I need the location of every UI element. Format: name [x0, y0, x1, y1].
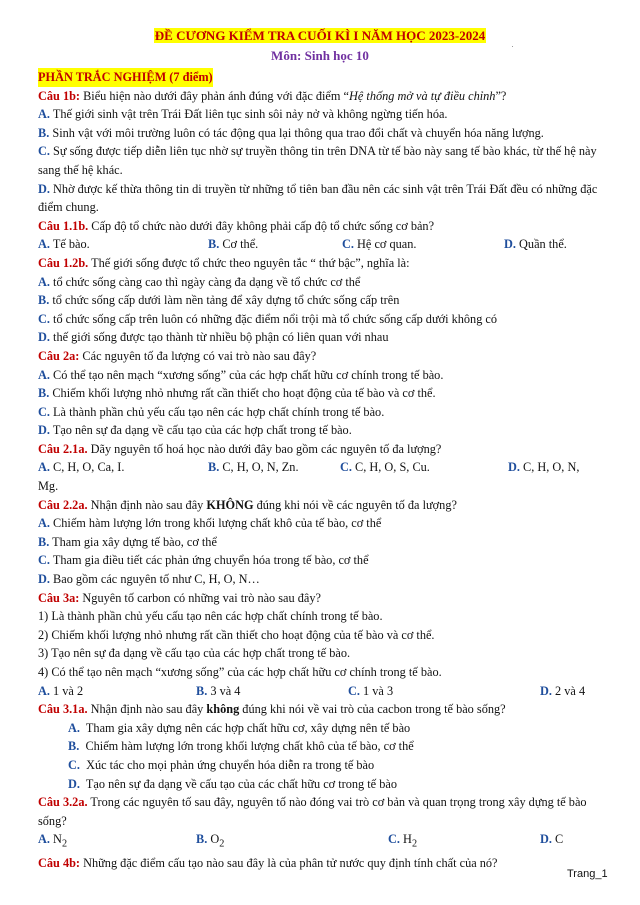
option-d: D. C	[540, 832, 564, 847]
exam-content	[38, 68, 610, 873]
options-row	[38, 458, 610, 477]
option-d: D. Tạo nên sự đa dạng về cấu tạo của các hợp chất trong tế bào.	[38, 423, 352, 438]
option-a: A. C, H, O, Ca, I.	[38, 460, 125, 475]
option-d: D. thế giới sống được tạo thành từ nhiều bộ phận có liên quan với nhau	[38, 330, 389, 345]
option-a: A. Thế giới sinh vật trên Trái Đất liên tục sinh sôi nảy nở và không ngừng tiến hóa.	[38, 107, 448, 122]
subject-line: Môn: Sinh học 10	[271, 48, 369, 63]
section-heading: PHẦN TRẮC NGHIỆM (7 điểm)	[38, 68, 213, 87]
option-a: A. Chiếm hàm lượng lớn trong khối lượng chất khô của tế bào, cơ thể	[38, 516, 382, 531]
question-10: Câu 4b: Những đặc điểm cấu tạo nào sau đây là của phân tử nước quy định tính chất của nó?	[38, 856, 498, 871]
question-4: Câu 2a: Các nguyên tố đa lượng có vai trò nào sau đây?	[38, 348, 317, 363]
option-b: B. Cơ thể.	[208, 237, 259, 252]
option-d: D. C, H, O, N,	[508, 460, 580, 475]
option-a: A. Tế bào.	[38, 237, 90, 252]
option-c: C. 1 và 3	[348, 683, 394, 698]
option-d: D. 2 và 4	[540, 683, 586, 698]
option-a: A. Tham gia xây dựng nên các hợp chất hữu cơ, xây dựng nên tế bào	[68, 720, 411, 735]
stray-mark	[512, 46, 513, 47]
option-c: C. Hệ cơ quan.	[342, 237, 417, 252]
question-9: Câu 3.2a. Trong các nguyên tố sau đây, nguyên tố nào đóng vai trò cơ bản và quan trọng trong xây dựng tế bào sống?	[38, 795, 587, 828]
question-7: Câu 3a: Nguyên tố carbon có những vai trò nào sau đây?	[38, 590, 321, 605]
question-1: Câu 1b: Biểu hiện nào dưới đây phản ánh đúng với đặc điểm “Hệ thống mở và tự điều chỉnh”?	[38, 88, 507, 103]
question-2: Câu 1.1b. Cấp độ tổ chức nào dưới đây không phải cấp độ tổ chức sống cơ bản?	[38, 218, 435, 233]
option-d: D. Quần thể.	[504, 237, 567, 252]
option-c: C. Xúc tác cho mọi phản ứng chuyển hóa diễn ra trong tế bào	[68, 757, 375, 772]
option-b: B. Tham gia xây dựng tế bào, cơ thể	[38, 534, 217, 549]
option-c: C. Tham gia điều tiết các phản ứng chuyển hóa trong tế bào, cơ thể	[38, 553, 369, 568]
question-3: Câu 1.2b. Thế giới sống được tổ chức theo nguyên tắc “ thứ bậc”, nghĩa là:	[38, 255, 410, 270]
option-b: B. Chiếm hàm lượng lớn trong khối lượng chất khô của tế bào, cơ thể	[68, 739, 414, 754]
document-title: ĐỀ CƯƠNG KIỂM TRA CUỐI KÌ I NĂM HỌC 2023-2024	[154, 28, 486, 43]
option-a: A. tổ chức sống càng cao thì ngày càng đa dạng về tổ chức cơ thể	[38, 274, 361, 289]
option-b: B. 3 và 4	[196, 683, 241, 698]
option-c: C. C, H, O, S, Cu.	[340, 460, 430, 475]
question-8: Câu 3.1a. Nhận định nào sau đây không đúng khi nói về vai trò của cacbon trong tế bào sống?	[38, 702, 506, 717]
option-b: B. $O_2$	[196, 832, 225, 850]
options-row	[38, 830, 610, 854]
option-c: C. Sự sống được tiếp diễn liên tục nhờ sự truyền thông tin trên DNA từ tế bào này sang tế bào khác, từ thế hệ này sang thế hệ khác.	[38, 144, 597, 177]
page-number: Trang_1	[567, 868, 608, 880]
option-a: A. Có thể tạo nên mạch “xương sống” của các hợp chất hữu cơ chính trong tế bào.	[38, 367, 444, 382]
option-c: C. tổ chức sống cấp trên luôn có những đặc điểm nổi trội mà tổ chức sống cấp dưới không có	[38, 311, 498, 326]
option-b: B. Sinh vật với môi trường luôn có tác động qua lại thông qua trao đổi chất và chuyển hóa năng lượng.	[38, 125, 544, 140]
option-d: D. Bao gồm các nguyên tố như C, H, O, N…	[38, 572, 260, 587]
option-a: A. $N_2$	[38, 832, 68, 850]
option-b: B. tổ chức sống cấp dưới làm nền tảng để xây dựng tổ chức sống cấp trên	[38, 293, 400, 308]
option-c: C. Là thành phần chủ yếu cấu tạo nên các hợp chất chính trong tế bào.	[38, 404, 385, 419]
statement-3: 3) Tạo nên sự đa dạng về cấu tạo của các hợp chất trong tế bào.	[38, 646, 351, 661]
statement-1: 1) Là thành phần chủ yếu cấu tạo nên các hợp chất chính trong tế bào.	[38, 609, 383, 624]
question-6: Câu 2.2a. Nhận định nào sau đây KHÔNG đúng khi nói về các nguyên tố đa lượng?	[38, 497, 457, 512]
options-row	[38, 682, 610, 701]
question-5: Câu 2.1a. Dãy nguyên tố hoá học nào dưới đây bao gồm các nguyên tố đa lượng?	[38, 441, 442, 456]
option-d-continued: Mg.	[38, 479, 59, 494]
option-c: C. $H_2$	[388, 832, 418, 850]
option-d: D. Tạo nên sự đa dạng về cấu tạo của các chất hữu cơ trong tế bào	[68, 776, 397, 791]
statement-2: 2) Chiếm khối lượng nhỏ nhưng rất cần thiết cho hoạt động của tế bào và cơ thể.	[38, 627, 435, 642]
options-row	[38, 235, 610, 254]
statement-4: 4) Có thể tạo nên mạch “xương sống” của các hợp chất hữu cơ chính trong tế bào.	[38, 665, 442, 679]
option-d: D. Nhờ được kế thừa thông tin di truyền từ những tổ tiên ban đầu nên các sinh vật trên Trái Đất đều có những đặc điểm chung.	[38, 181, 598, 215]
option-a: A. 1 và 2	[38, 683, 84, 698]
option-b: B. C, H, O, N, Zn.	[208, 460, 299, 475]
option-b: B. Chiếm khối lượng nhỏ nhưng rất cần thiết cho hoạt động của tế bào và cơ thể.	[38, 386, 436, 401]
